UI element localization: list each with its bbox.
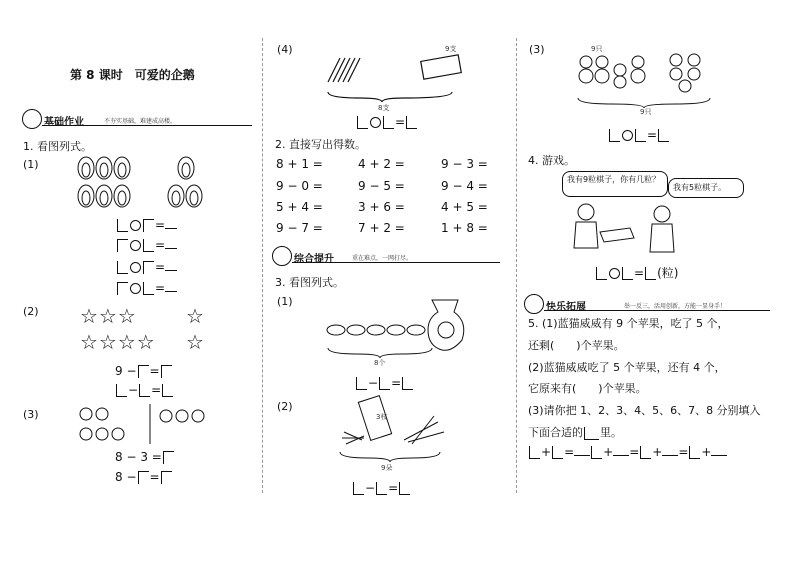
q3-part3-label: (3): [529, 43, 545, 56]
q3-part2-brace-label: 9朵: [381, 464, 393, 472]
q3-part1-eq: − =: [355, 376, 414, 390]
q3-part2-tag: 3枝: [376, 413, 388, 421]
column-divider-2: [516, 38, 517, 493]
q1-part2-eq2: − =: [115, 383, 174, 397]
section-badge-label: 综合提升: [294, 254, 334, 265]
calc-r0-c0: 8 + 1 =: [276, 157, 323, 171]
q1-label: 1. 看图列式。: [23, 140, 92, 153]
column-divider-1: [262, 38, 263, 493]
chicks-brace-label: 9只: [640, 108, 652, 116]
q1-part4-eq: =: [356, 115, 418, 129]
calc-r1-c0: 9 − 0 =: [276, 179, 323, 193]
q2-label: 2. 直接写出得数。: [275, 138, 366, 151]
section-badge-basic: [22, 112, 252, 126]
mascot-icon: [22, 109, 42, 129]
speech-bubble-1: [562, 171, 668, 197]
section-badge-fun: [524, 297, 770, 311]
penguin-icon: [78, 157, 94, 179]
penguin-icon: [96, 185, 112, 207]
penguin-icon: [178, 157, 194, 179]
children-illustration: [560, 198, 740, 258]
star-single-2: ☆: [186, 330, 205, 354]
calc-r0-c1: 4 + 2 =: [358, 157, 405, 171]
q3-part1-brace-label: 8个: [374, 359, 386, 367]
calc-r1-c1: 9 − 5 =: [358, 179, 405, 193]
fish-and-vase-illustration: [322, 290, 472, 376]
q1-part3-eq1: 8 − 3 =: [115, 450, 175, 464]
calc-r0-c2: 9 − 3 =: [441, 157, 488, 171]
mascot-icon: [272, 246, 292, 266]
q5-line-6: 下面合适的 里。: [528, 426, 622, 439]
q4-unit: (粒): [657, 266, 679, 280]
q5-line-4: 它原来有( )个苹果。: [528, 382, 647, 395]
q5-line-2: 还剩( )个苹果。: [528, 339, 625, 352]
q1-part4-label: (4): [277, 43, 293, 56]
speech-bubble-2: [668, 178, 744, 198]
penguin-icon: [96, 157, 112, 179]
calc-r1-c2: 9 − 4 =: [441, 179, 488, 193]
q3-part1-label: (1): [277, 295, 293, 308]
q5-fill-equations: + = + = + = +: [528, 445, 727, 459]
stars-row-2: ☆☆☆☆: [80, 330, 156, 354]
q1-part2-eq1: 9 − =: [115, 364, 173, 378]
section-motto: 重在难点，一网打尽。: [352, 255, 413, 262]
penguin-icon: [186, 185, 202, 207]
pencil-box-tag: 9支: [445, 45, 457, 53]
section-badge-label: 快乐拓展: [546, 302, 586, 313]
q4-eq: = (粒): [595, 264, 678, 281]
penguin-icon: [114, 157, 130, 179]
section-motto: 不夯实基础，难建成高楼。: [104, 118, 177, 125]
penguin-icon: [168, 185, 184, 207]
pencils-illustration: [320, 44, 465, 124]
q5-line-3: (2)蓝猫威威吃了 5 个苹果，还有 4 个，: [528, 361, 726, 374]
q3-part3-eq: =: [608, 128, 670, 142]
page-title: 第 8 课时 可爱的企鹅: [70, 68, 195, 82]
q1-part1-eq2: =: [116, 238, 177, 252]
speech-bubble-1-text: 我有9粒棋子，你有几粒？: [567, 175, 661, 184]
q4-label: 4. 游戏。: [528, 154, 575, 167]
penguin-icon: [78, 185, 94, 207]
section-badge-label: 基础作业: [44, 117, 84, 128]
pencils-brace-label: 8支: [378, 104, 390, 112]
q5-line-5: (3)请你把 1、2、3、4、5、6、7、8 分别填入: [528, 404, 761, 417]
penguins-illustration: [74, 154, 214, 212]
circles-illustration: [78, 404, 208, 446]
mascot-icon: [524, 294, 544, 314]
calc-r3-c2: 1 + 8 =: [441, 221, 488, 235]
q3-part2-eq: − =: [352, 481, 411, 495]
q1-part1-eq1: =: [116, 218, 177, 232]
q3-label: 3. 看图列式。: [275, 276, 344, 289]
q5-line-1: 5. (1)蓝猫威威有 9 个苹果，吃了 5 个，: [528, 317, 729, 330]
q1-part2-label: (2): [23, 305, 39, 318]
section-motto: 举一反三，活用创新，方能一显身手！: [624, 303, 727, 310]
calc-r2-c0: 5 + 4 =: [276, 200, 323, 214]
penguin-icon: [114, 185, 130, 207]
section-badge-comprehensive: [272, 249, 500, 263]
q3-part2-label: (2): [277, 400, 293, 413]
q1-part1-eq3: =: [116, 260, 177, 274]
q1-part3-eq2: 8 − =: [115, 470, 173, 484]
q1-part1-eq4: =: [116, 281, 177, 295]
speech-bubble-2-text: 我有5粒棋子。: [673, 183, 727, 192]
star-single-1: ☆: [186, 304, 205, 328]
calc-r3-c0: 9 − 7 =: [276, 221, 323, 235]
q1-part3-label: (3): [23, 408, 39, 421]
flowers-illustration: [334, 392, 454, 468]
chicks-tag: 9只: [591, 45, 603, 53]
calc-r2-c2: 4 + 5 =: [441, 200, 488, 214]
q1-part1-label: (1): [23, 158, 39, 171]
calc-r3-c1: 7 + 2 =: [358, 221, 405, 235]
calc-r2-c1: 3 + 6 =: [358, 200, 405, 214]
stars-row-1: ☆☆☆: [80, 304, 137, 328]
